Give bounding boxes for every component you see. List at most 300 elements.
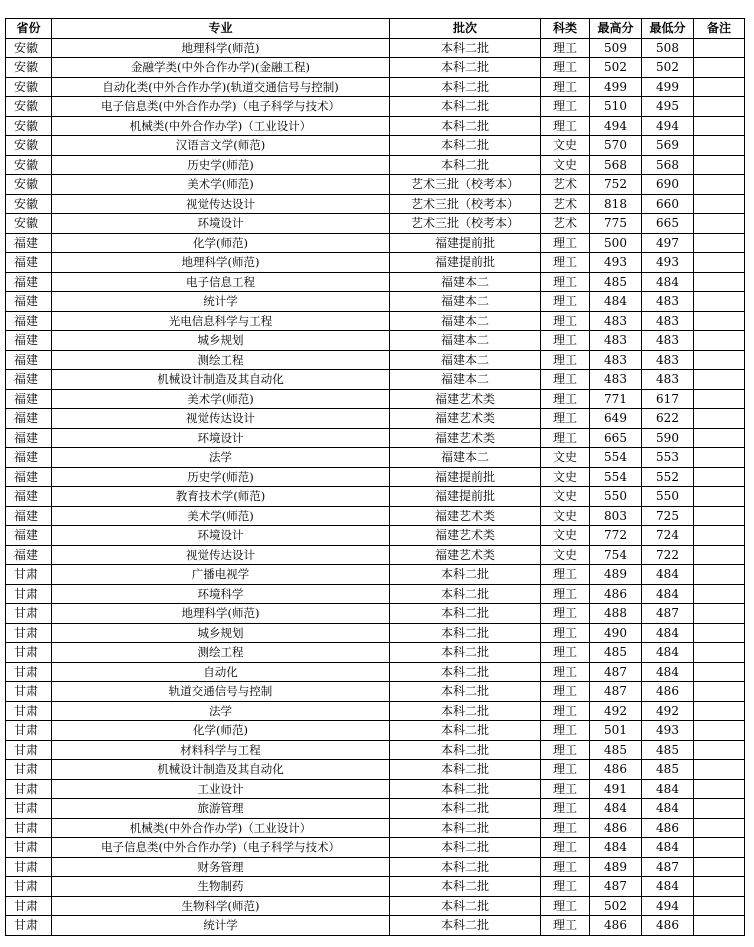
remarks-cell: [694, 623, 745, 643]
remarks-cell: [694, 175, 745, 195]
table-row: [6, 877, 745, 897]
batch-cell: 福建本二: [390, 350, 541, 370]
category-cell: 理工: [541, 916, 590, 936]
province-cell: 福建: [6, 506, 52, 526]
min-score-cell: 492: [642, 701, 694, 721]
category-cell: 理工: [541, 253, 590, 273]
remarks-cell: [694, 526, 745, 546]
batch-cell: 本科二批: [390, 604, 541, 624]
major-cell: 材料科学与工程: [52, 740, 390, 760]
min-score-cell: 617: [642, 389, 694, 409]
table-row: [6, 467, 745, 487]
table-body: [6, 38, 745, 935]
province-cell: 安徽: [6, 77, 52, 97]
category-cell: 理工: [541, 623, 590, 643]
province-cell: 安徽: [6, 38, 52, 58]
min-score-cell: 486: [642, 818, 694, 838]
batch-cell: 本科二批: [390, 740, 541, 760]
table-row: [6, 175, 745, 195]
remarks-cell: [694, 253, 745, 273]
table-row: [6, 662, 745, 682]
batch-cell: 本科二批: [390, 116, 541, 136]
category-cell: 艺术: [541, 194, 590, 214]
major-cell: 美术学(师范): [52, 389, 390, 409]
max-score-cell: 483: [590, 331, 642, 351]
category-cell: 理工: [541, 77, 590, 97]
category-cell: 理工: [541, 116, 590, 136]
batch-cell: 福建本二: [390, 292, 541, 312]
major-cell: 环境科学: [52, 584, 390, 604]
province-cell: 安徽: [6, 116, 52, 136]
remarks-cell: [694, 233, 745, 253]
category-cell: 理工: [541, 272, 590, 292]
table-row: [6, 604, 745, 624]
max-score-cell: 554: [590, 448, 642, 468]
header-province: 省份: [6, 19, 52, 39]
batch-cell: 福建艺术类: [390, 506, 541, 526]
max-score-cell: 509: [590, 38, 642, 58]
province-cell: 福建: [6, 233, 52, 253]
province-cell: 甘肃: [6, 760, 52, 780]
remarks-cell: [694, 896, 745, 916]
table-row: [6, 38, 745, 58]
batch-cell: 艺术三批（校考本）: [390, 175, 541, 195]
admission-scores-table: [5, 18, 745, 936]
max-score-cell: 771: [590, 389, 642, 409]
table-row: [6, 526, 745, 546]
major-cell: 城乡规划: [52, 331, 390, 351]
max-score-cell: 484: [590, 838, 642, 858]
batch-cell: 福建艺术类: [390, 428, 541, 448]
min-score-cell: 483: [642, 311, 694, 331]
category-cell: 文史: [541, 545, 590, 565]
batch-cell: 本科二批: [390, 760, 541, 780]
category-cell: 理工: [541, 350, 590, 370]
remarks-cell: [694, 799, 745, 819]
remarks-cell: [694, 272, 745, 292]
batch-cell: 本科二批: [390, 136, 541, 156]
table-row: [6, 545, 745, 565]
province-cell: 安徽: [6, 136, 52, 156]
major-cell: 电子信息工程: [52, 272, 390, 292]
category-cell: 理工: [541, 779, 590, 799]
category-cell: 理工: [541, 565, 590, 585]
category-cell: 文史: [541, 155, 590, 175]
table-row: [6, 311, 745, 331]
category-cell: 理工: [541, 838, 590, 858]
table-row: [6, 389, 745, 409]
major-cell: 统计学: [52, 916, 390, 936]
province-cell: 福建: [6, 370, 52, 390]
remarks-cell: [694, 214, 745, 234]
table-row: [6, 779, 745, 799]
batch-cell: 福建本二: [390, 272, 541, 292]
table-row: [6, 623, 745, 643]
major-cell: 视觉传达设计: [52, 194, 390, 214]
table-row: [6, 740, 745, 760]
header-max-score: 最高分: [590, 19, 642, 39]
category-cell: 理工: [541, 38, 590, 58]
min-score-cell: 483: [642, 350, 694, 370]
major-cell: 环境设计: [52, 214, 390, 234]
province-cell: 福建: [6, 292, 52, 312]
major-cell: 电子信息类(中外合作办学)（电子科学与技术）: [52, 838, 390, 858]
batch-cell: 福建本二: [390, 311, 541, 331]
category-cell: 理工: [541, 58, 590, 78]
major-cell: 化学(师范): [52, 721, 390, 741]
batch-cell: 福建本二: [390, 370, 541, 390]
table-row: [6, 818, 745, 838]
category-cell: 文史: [541, 467, 590, 487]
table-row: [6, 487, 745, 507]
category-cell: 理工: [541, 818, 590, 838]
table-row: [6, 136, 745, 156]
batch-cell: 福建提前批: [390, 253, 541, 273]
major-cell: 地理科学(师范): [52, 253, 390, 273]
table-row: [6, 721, 745, 741]
min-score-cell: 690: [642, 175, 694, 195]
remarks-cell: [694, 857, 745, 877]
major-cell: 美术学(师范): [52, 506, 390, 526]
table-row: [6, 155, 745, 175]
remarks-cell: [694, 740, 745, 760]
max-score-cell: 485: [590, 740, 642, 760]
remarks-cell: [694, 487, 745, 507]
table-row: [6, 58, 745, 78]
batch-cell: 福建提前批: [390, 487, 541, 507]
max-score-cell: 489: [590, 565, 642, 585]
remarks-cell: [694, 662, 745, 682]
remarks-cell: [694, 58, 745, 78]
table-row: [6, 409, 745, 429]
remarks-cell: [694, 409, 745, 429]
max-score-cell: 493: [590, 253, 642, 273]
max-score-cell: 487: [590, 662, 642, 682]
batch-cell: 福建艺术类: [390, 545, 541, 565]
min-score-cell: 484: [642, 779, 694, 799]
min-score-cell: 724: [642, 526, 694, 546]
min-score-cell: 495: [642, 97, 694, 117]
max-score-cell: 485: [590, 272, 642, 292]
major-cell: 统计学: [52, 292, 390, 312]
table-row: [6, 350, 745, 370]
max-score-cell: 484: [590, 292, 642, 312]
major-cell: 视觉传达设计: [52, 409, 390, 429]
min-score-cell: 483: [642, 331, 694, 351]
major-cell: 测绘工程: [52, 643, 390, 663]
min-score-cell: 725: [642, 506, 694, 526]
max-score-cell: 570: [590, 136, 642, 156]
remarks-cell: [694, 838, 745, 858]
table-row: [6, 643, 745, 663]
category-cell: 理工: [541, 428, 590, 448]
max-score-cell: 491: [590, 779, 642, 799]
min-score-cell: 553: [642, 448, 694, 468]
batch-cell: 福建提前批: [390, 233, 541, 253]
min-score-cell: 486: [642, 916, 694, 936]
max-score-cell: 803: [590, 506, 642, 526]
max-score-cell: 487: [590, 877, 642, 897]
province-cell: 福建: [6, 467, 52, 487]
table-row: [6, 428, 745, 448]
category-cell: 理工: [541, 97, 590, 117]
remarks-cell: [694, 877, 745, 897]
table-row: [6, 799, 745, 819]
batch-cell: 本科二批: [390, 799, 541, 819]
major-cell: 光电信息科学与工程: [52, 311, 390, 331]
table-row: [6, 857, 745, 877]
category-cell: 理工: [541, 584, 590, 604]
max-score-cell: 554: [590, 467, 642, 487]
category-cell: 文史: [541, 136, 590, 156]
min-score-cell: 484: [642, 623, 694, 643]
category-cell: 理工: [541, 370, 590, 390]
category-cell: 理工: [541, 311, 590, 331]
batch-cell: 本科二批: [390, 623, 541, 643]
major-cell: 财务管理: [52, 857, 390, 877]
province-cell: 甘肃: [6, 896, 52, 916]
remarks-cell: [694, 506, 745, 526]
remarks-cell: [694, 701, 745, 721]
remarks-cell: [694, 38, 745, 58]
remarks-cell: [694, 370, 745, 390]
min-score-cell: 493: [642, 253, 694, 273]
major-cell: 环境设计: [52, 428, 390, 448]
province-cell: 甘肃: [6, 916, 52, 936]
major-cell: 历史学(师范): [52, 155, 390, 175]
min-score-cell: 485: [642, 760, 694, 780]
remarks-cell: [694, 565, 745, 585]
major-cell: 地理科学(师范): [52, 38, 390, 58]
province-cell: 甘肃: [6, 857, 52, 877]
remarks-cell: [694, 194, 745, 214]
max-score-cell: 490: [590, 623, 642, 643]
province-cell: 甘肃: [6, 682, 52, 702]
batch-cell: 本科二批: [390, 662, 541, 682]
table-row: [6, 896, 745, 916]
max-score-cell: 484: [590, 799, 642, 819]
header-min-score: 最低分: [642, 19, 694, 39]
batch-cell: 福建本二: [390, 448, 541, 468]
table-row: [6, 838, 745, 858]
table-row: [6, 194, 745, 214]
min-score-cell: 484: [642, 272, 694, 292]
remarks-cell: [694, 604, 745, 624]
min-score-cell: 484: [642, 799, 694, 819]
category-cell: 理工: [541, 643, 590, 663]
batch-cell: 本科二批: [390, 818, 541, 838]
batch-cell: 本科二批: [390, 916, 541, 936]
remarks-cell: [694, 779, 745, 799]
max-score-cell: 483: [590, 311, 642, 331]
batch-cell: 本科二批: [390, 857, 541, 877]
province-cell: 安徽: [6, 214, 52, 234]
province-cell: 甘肃: [6, 604, 52, 624]
batch-cell: 本科二批: [390, 721, 541, 741]
province-cell: 甘肃: [6, 662, 52, 682]
batch-cell: 本科二批: [390, 682, 541, 702]
table-row: [6, 370, 745, 390]
max-score-cell: 486: [590, 584, 642, 604]
min-score-cell: 484: [642, 584, 694, 604]
remarks-cell: [694, 136, 745, 156]
province-cell: 甘肃: [6, 799, 52, 819]
province-cell: 安徽: [6, 58, 52, 78]
province-cell: 福建: [6, 526, 52, 546]
batch-cell: 本科二批: [390, 58, 541, 78]
remarks-cell: [694, 916, 745, 936]
min-score-cell: 569: [642, 136, 694, 156]
category-cell: 艺术: [541, 175, 590, 195]
remarks-cell: [694, 760, 745, 780]
category-cell: 理工: [541, 662, 590, 682]
remarks-cell: [694, 116, 745, 136]
min-score-cell: 508: [642, 38, 694, 58]
province-cell: 安徽: [6, 97, 52, 117]
major-cell: 城乡规划: [52, 623, 390, 643]
min-score-cell: 484: [642, 838, 694, 858]
admission-scores-sheet: [5, 18, 745, 936]
table-row: [6, 292, 745, 312]
province-cell: 福建: [6, 331, 52, 351]
category-cell: 文史: [541, 448, 590, 468]
min-score-cell: 502: [642, 58, 694, 78]
table-row: [6, 77, 745, 97]
table-row: [6, 331, 745, 351]
table-row: [6, 233, 745, 253]
major-cell: 历史学(师范): [52, 467, 390, 487]
batch-cell: 福建本二: [390, 331, 541, 351]
province-cell: 甘肃: [6, 584, 52, 604]
table-row: [6, 448, 745, 468]
max-score-cell: 487: [590, 682, 642, 702]
major-cell: 测绘工程: [52, 350, 390, 370]
province-cell: 福建: [6, 253, 52, 273]
batch-cell: 福建艺术类: [390, 409, 541, 429]
table-row: [6, 253, 745, 273]
min-score-cell: 484: [642, 643, 694, 663]
min-score-cell: 497: [642, 233, 694, 253]
table-row: [6, 584, 745, 604]
min-score-cell: 494: [642, 116, 694, 136]
max-score-cell: 483: [590, 350, 642, 370]
table-row: [6, 272, 745, 292]
max-score-cell: 492: [590, 701, 642, 721]
remarks-cell: [694, 77, 745, 97]
min-score-cell: 722: [642, 545, 694, 565]
max-score-cell: 483: [590, 370, 642, 390]
batch-cell: 本科二批: [390, 155, 541, 175]
batch-cell: 本科二批: [390, 877, 541, 897]
category-cell: 文史: [541, 487, 590, 507]
table-row: [6, 506, 745, 526]
batch-cell: 艺术三批（校考本）: [390, 194, 541, 214]
province-cell: 福建: [6, 409, 52, 429]
min-score-cell: 590: [642, 428, 694, 448]
remarks-cell: [694, 467, 745, 487]
major-cell: 自动化类(中外合作办学)(轨道交通信号与控制): [52, 77, 390, 97]
max-score-cell: 494: [590, 116, 642, 136]
major-cell: 金融学类(中外合作办学)(金融工程): [52, 58, 390, 78]
remarks-cell: [694, 448, 745, 468]
province-cell: 安徽: [6, 155, 52, 175]
table-row: [6, 682, 745, 702]
batch-cell: 艺术三批（校考本）: [390, 214, 541, 234]
max-score-cell: 568: [590, 155, 642, 175]
major-cell: 轨道交通信号与控制: [52, 682, 390, 702]
remarks-cell: [694, 721, 745, 741]
min-score-cell: 493: [642, 721, 694, 741]
max-score-cell: 486: [590, 916, 642, 936]
min-score-cell: 552: [642, 467, 694, 487]
province-cell: 甘肃: [6, 623, 52, 643]
category-cell: 理工: [541, 857, 590, 877]
max-score-cell: 772: [590, 526, 642, 546]
max-score-cell: 752: [590, 175, 642, 195]
min-score-cell: 483: [642, 292, 694, 312]
category-cell: 文史: [541, 526, 590, 546]
batch-cell: 本科二批: [390, 896, 541, 916]
major-cell: 视觉传达设计: [52, 545, 390, 565]
remarks-cell: [694, 350, 745, 370]
batch-cell: 本科二批: [390, 38, 541, 58]
max-score-cell: 775: [590, 214, 642, 234]
max-score-cell: 502: [590, 896, 642, 916]
category-cell: 理工: [541, 233, 590, 253]
major-cell: 机械设计制造及其自动化: [52, 760, 390, 780]
batch-cell: 福建艺术类: [390, 526, 541, 546]
major-cell: 广播电视学: [52, 565, 390, 585]
major-cell: 汉语言文学(师范): [52, 136, 390, 156]
min-score-cell: 484: [642, 662, 694, 682]
table-row: [6, 760, 745, 780]
header-batch: 批次: [390, 19, 541, 39]
category-cell: 理工: [541, 604, 590, 624]
remarks-cell: [694, 292, 745, 312]
max-score-cell: 486: [590, 818, 642, 838]
min-score-cell: 483: [642, 370, 694, 390]
province-cell: 福建: [6, 448, 52, 468]
category-cell: 理工: [541, 896, 590, 916]
header-remarks: 备注: [694, 19, 745, 39]
remarks-cell: [694, 584, 745, 604]
table-row: [6, 214, 745, 234]
category-cell: 理工: [541, 292, 590, 312]
min-score-cell: 487: [642, 604, 694, 624]
major-cell: 工业设计: [52, 779, 390, 799]
header-row: [6, 19, 745, 39]
major-cell: 化学(师范): [52, 233, 390, 253]
min-score-cell: 660: [642, 194, 694, 214]
province-cell: 福建: [6, 350, 52, 370]
category-cell: 理工: [541, 389, 590, 409]
max-score-cell: 550: [590, 487, 642, 507]
province-cell: 甘肃: [6, 838, 52, 858]
batch-cell: 福建艺术类: [390, 389, 541, 409]
max-score-cell: 754: [590, 545, 642, 565]
batch-cell: 本科二批: [390, 701, 541, 721]
max-score-cell: 500: [590, 233, 642, 253]
max-score-cell: 489: [590, 857, 642, 877]
category-cell: 理工: [541, 760, 590, 780]
max-score-cell: 502: [590, 58, 642, 78]
major-cell: 生物制药: [52, 877, 390, 897]
province-cell: 福建: [6, 272, 52, 292]
major-cell: 旅游管理: [52, 799, 390, 819]
category-cell: 理工: [541, 877, 590, 897]
batch-cell: 本科二批: [390, 643, 541, 663]
min-score-cell: 494: [642, 896, 694, 916]
